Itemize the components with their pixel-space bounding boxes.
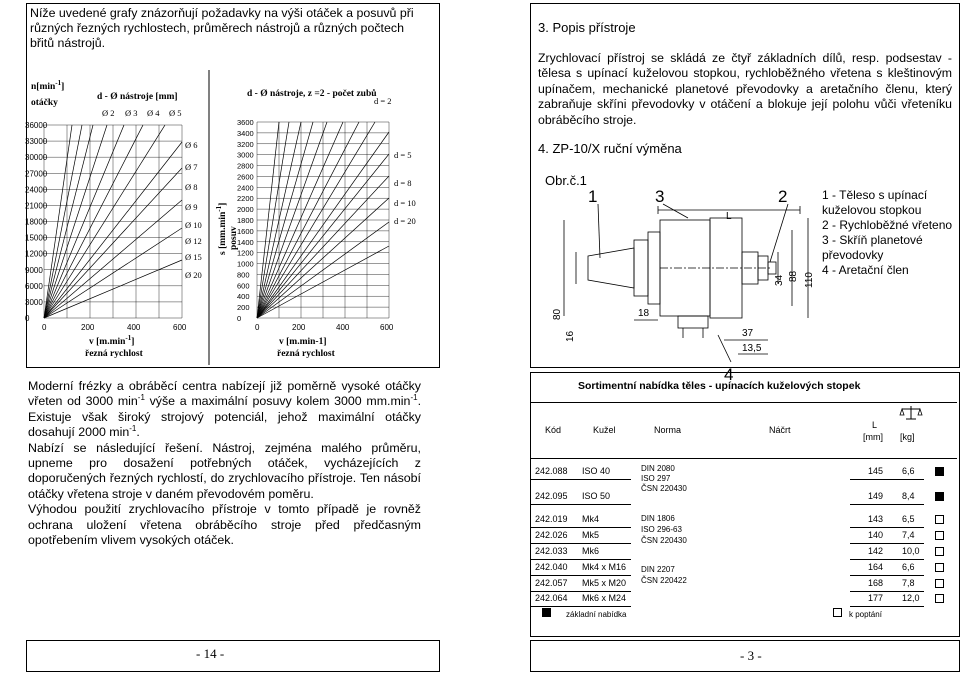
rpm-y-tick: 3000 (25, 297, 43, 307)
row-divider (531, 527, 631, 528)
dim-L: L (726, 211, 732, 222)
row-taper: Mk4 (582, 514, 600, 524)
feed-d-label: d = 8 (394, 178, 412, 188)
rpm-y-tick: 33000 (25, 137, 48, 147)
rpm-y-title: $n[\min^{-1}]$ (31, 79, 65, 92)
feed-y-tick: 3600 (237, 118, 254, 127)
dim-13-5: 13,5 (742, 343, 762, 354)
feed-x-title: v [m.min-1] (279, 337, 327, 347)
feed-d-label: d = 10 (394, 198, 416, 208)
row-taper: Mk5 (582, 530, 600, 540)
row-divider-right (850, 479, 924, 480)
rpm-y-tick: 12000 (25, 249, 48, 259)
feed-x-tick: 0 (255, 323, 260, 332)
rpm-x-tick: 0 (42, 323, 47, 332)
left-intro-text: Níže uvedené grafy znázorňují požadavky na výši otáček a posuvů při různých řezných rychlostech, průměrech nástrojů a různých počtech břitů nástrojů. (30, 6, 414, 50)
feed-y-tick: 600 (237, 281, 250, 291)
rpm-x-tick: 200 (81, 323, 95, 332)
row-length: 143 (868, 514, 884, 524)
paragraph-1: Moderní frézky a obráběcí centra nabízejí již poměrně vysoké otáčky vřeten od 3000 $\min^{-1}$ výše a maximální posuvy kolem 3000 $mm.\min^{-1}$. Existuje však široký strojový potenciál, jehož maximální otáčky dosahují 2000 $\min^{-1}$. (28, 379, 422, 440)
dim-80: 80 (552, 308, 563, 320)
rpm-y-tick: 9000 (25, 265, 43, 275)
rpm-x-tick: 400 (127, 323, 141, 332)
rpm-y-tick: 21000 (25, 201, 48, 211)
norm-group-3: DIN 2207 ČSN 220422 (641, 565, 687, 585)
feed-y-tick: 1400 (237, 237, 254, 247)
rpm-y-tick: 30000 (25, 153, 48, 163)
rpm-d-label: Ø 10 (185, 220, 202, 230)
rpm-d-label: Ø 9 (185, 202, 198, 212)
row-taper: Mk6 x M24 (582, 593, 627, 603)
rpm-y-tick: 27000 (25, 169, 48, 179)
rpm-y-tick: 0 (25, 314, 30, 323)
norm-group-2: DIN 1806 ISO 296-63 ČSN 220430 (641, 514, 687, 545)
rpm-d-label: Ø 8 (185, 182, 198, 192)
rpm-y-title-2: otáčky (31, 98, 58, 108)
feed-d-label: d = 2 (374, 96, 392, 106)
row-divider (531, 504, 631, 505)
left-body-text (28, 379, 421, 548)
rpm-y-tick: 24000 (25, 185, 48, 195)
rpm-d-title: d - Ø nástroje [mm] (97, 92, 178, 102)
row-taper: ISO 50 (582, 491, 611, 501)
rpm-y-tick: 15000 (25, 233, 48, 243)
dim-18: 18 (638, 308, 650, 319)
header-l-unit: [mm] (863, 432, 883, 442)
row-divider (531, 543, 631, 544)
dim-37: 37 (742, 328, 754, 339)
row-weight: 7,4 (902, 530, 915, 540)
row-divider (531, 575, 631, 576)
dim-110: 110 (804, 272, 815, 288)
header-kod: Kód (545, 425, 562, 435)
legend-item-1: 1 - Těleso s upínací kuželovou stopkou (822, 188, 928, 217)
row-taper: Mk6 (582, 546, 600, 556)
legend-filled-box (542, 608, 551, 617)
feed-x-tick: 600 (380, 323, 394, 332)
feed-y-title-2: posuv (229, 226, 239, 250)
paragraph-2: Nabízí se následující řešení. Nástroj, zejména malého průměru, upneme pro dosažení potřebných otáček, vycházejících z doporučených řezných rychlostí, do zrychlovacího přístroje. Ten násobí otáčky vřetena stroje v daném převodovém poměru. (28, 440, 421, 501)
dim-16: 16 (565, 330, 576, 342)
row-divider (531, 591, 631, 592)
legend-basic-label: základní nabídka (566, 610, 627, 619)
row-weight: 10,0 (902, 546, 920, 556)
paragraph-3: Výhodou použití zrychlovacího přístroje v tomto případě je rovněž ochrana uložení vřetena obráběcího stroje před předčasným opotřebením vlivem vysokých otáček. (28, 502, 421, 548)
rpm-d-label: Ø 3 (125, 108, 138, 118)
header-nacrt: Náčrt (769, 425, 791, 435)
feed-y-tick: 1800 (237, 216, 254, 225)
device-drawing (538, 170, 821, 382)
feed-y-tick: 800 (237, 270, 250, 280)
header-weight: [kg] (900, 432, 915, 442)
row-divider (531, 479, 631, 480)
legend-request-label: k poptání (849, 610, 882, 619)
row-divider-right (850, 575, 924, 576)
row-code: 242.040 (535, 562, 568, 572)
dim-34: 34 (774, 274, 785, 286)
rpm-d-label: Ø 7 (185, 162, 198, 172)
rpm-y-tick: 6000 (25, 281, 43, 291)
rpm-y-tick: 18000 (25, 217, 48, 227)
feed-y-tick: 400 (237, 292, 250, 302)
feed-y-tick: 1000 (237, 259, 254, 269)
row-length: 149 (868, 491, 884, 501)
row-code: 242.019 (535, 514, 568, 524)
row-code: 242.088 (535, 466, 568, 476)
row-divider-right (850, 606, 924, 607)
row-code: 242.026 (535, 530, 568, 540)
feed-x-tick: 400 (336, 323, 350, 332)
feed-y-tick: 0 (237, 314, 242, 323)
left-footer-frame (26, 640, 440, 672)
row-availability-box (935, 515, 944, 524)
feed-y-tick: 2000 (237, 205, 254, 215)
feed-d-label: d = 5 (394, 150, 412, 160)
row-divider-right (850, 543, 924, 544)
row-divider-right (850, 559, 924, 560)
right-page-number: - 3 - (740, 648, 762, 663)
callout-4: 4 (724, 365, 734, 384)
feed-d-label: d = 20 (394, 216, 416, 226)
row-length: 164 (868, 562, 884, 572)
feed-y-tick: 2800 (237, 161, 254, 171)
rpm-d-label: Ø 6 (185, 140, 198, 150)
feed-chart (209, 70, 437, 365)
row-length: 168 (868, 578, 884, 588)
row-weight: 8,4 (902, 491, 915, 501)
catalog-title: Sortimentní nabídka těles - upínacích kuželových stopek (578, 380, 861, 392)
row-availability-box (935, 563, 944, 572)
row-code: 242.057 (535, 578, 568, 588)
row-divider-right (850, 527, 924, 528)
section-3-title: 3. Popis přístroje (538, 20, 636, 35)
row-weight: 6,6 (902, 466, 915, 476)
feed-y-tick: 3400 (237, 128, 254, 138)
feed-y-tick: 2600 (237, 172, 254, 182)
row-weight: 6,5 (902, 514, 915, 524)
drawing-legend (822, 188, 956, 278)
row-availability-box (935, 492, 944, 501)
rpm-d-label: Ø 15 (185, 252, 202, 262)
section-4-title: 4. ZP-10/X ruční výměna (538, 141, 682, 156)
feed-y-tick: 200 (237, 303, 250, 313)
row-code: 242.064 (535, 593, 568, 603)
callout-3: 3 (655, 187, 665, 206)
feed-x-tick: 200 (292, 323, 306, 332)
row-code: 242.033 (535, 546, 568, 556)
row-availability-box (935, 547, 944, 556)
rpm-d-label: Ø 4 (147, 108, 160, 118)
row-weight: 6,6 (902, 562, 915, 572)
feed-y-tick: 2200 (237, 194, 254, 204)
row-availability-box (935, 531, 944, 540)
row-availability-box (935, 467, 944, 476)
row-divider (531, 559, 631, 560)
rpm-d-label: Ø 12 (185, 236, 202, 246)
norm-group-1: DIN 2080 ISO 297 ČSN 220430 (641, 464, 687, 493)
row-availability-box (935, 594, 944, 603)
scale-icon (899, 405, 923, 421)
feed-y-tick: 1200 (237, 248, 254, 258)
row-length: 177 (868, 593, 884, 603)
rpm-x-title-2: řezná rychlost (85, 349, 143, 359)
feed-y-tick: 1600 (237, 226, 254, 236)
dim-88: 88 (788, 270, 799, 282)
legend-item-2: 2 - Rychloběžné vřeteno (822, 218, 953, 232)
rpm-y-tick: 36000 (25, 121, 48, 130)
feed-x-title-2: řezná rychlost (277, 349, 335, 359)
row-length: 140 (868, 530, 884, 540)
header-norma: Norma (654, 425, 682, 435)
row-code: 242.095 (535, 491, 568, 501)
row-availability-box (935, 579, 944, 588)
left-page-number: - 14 - (196, 646, 225, 661)
header-l: L (872, 420, 878, 430)
row-divider (531, 606, 631, 607)
figure-label: Obr.č.1 (545, 173, 587, 188)
feed-y-tick: 2400 (237, 183, 254, 193)
callout-2: 2 (778, 187, 788, 206)
row-length: 142 (868, 546, 884, 556)
row-taper: Mk4 x M16 (582, 562, 627, 572)
header-kuzel: Kužel (593, 425, 616, 435)
rpm-chart (27, 70, 208, 365)
callout-1: 1 (588, 187, 598, 206)
feed-y-title: s $[mm.\min^{-1}]$ (215, 202, 228, 255)
row-divider-right (850, 504, 924, 505)
section-3-text: Zrychlovací přístroj se skládá ze čtyř základních dílů, resp. podsestav - tělesa s upínací kuželovou stopkou, rychloběžného vřetena s kleštinovým upínačem, mechanické planetové převodovky a aretačního členu, který zabraňuje skříni převodovky v otáčení a blokuje její polohu vůči vřeteníku obráběcího stroje. (538, 51, 952, 127)
row-taper: Mk5 x M20 (582, 578, 627, 588)
legend-empty-box (833, 608, 842, 617)
row-weight: 12,0 (902, 593, 920, 603)
rpm-d-label: Ø 5 (169, 108, 182, 118)
row-weight: 7,8 (902, 578, 915, 588)
row-length: 145 (868, 466, 884, 476)
legend-item-4: 4 - Aretační člen (822, 263, 909, 277)
rpm-d-label: Ø 20 (185, 270, 202, 280)
feed-title: d - Ø nástroje, z =2 - počet zubů (247, 89, 377, 99)
legend-item-3: 3 - Skříň planetové převodovky (822, 233, 923, 262)
row-taper: ISO 40 (582, 466, 611, 476)
feed-y-tick: 3200 (237, 139, 254, 149)
row-divider-right (850, 591, 924, 592)
rpm-x-title: v $[m.\min^{-1}]$ (89, 334, 135, 347)
feed-y-tick: 3000 (237, 150, 254, 160)
rpm-d-label: Ø 2 (102, 108, 115, 118)
rpm-x-tick: 600 (173, 323, 187, 332)
